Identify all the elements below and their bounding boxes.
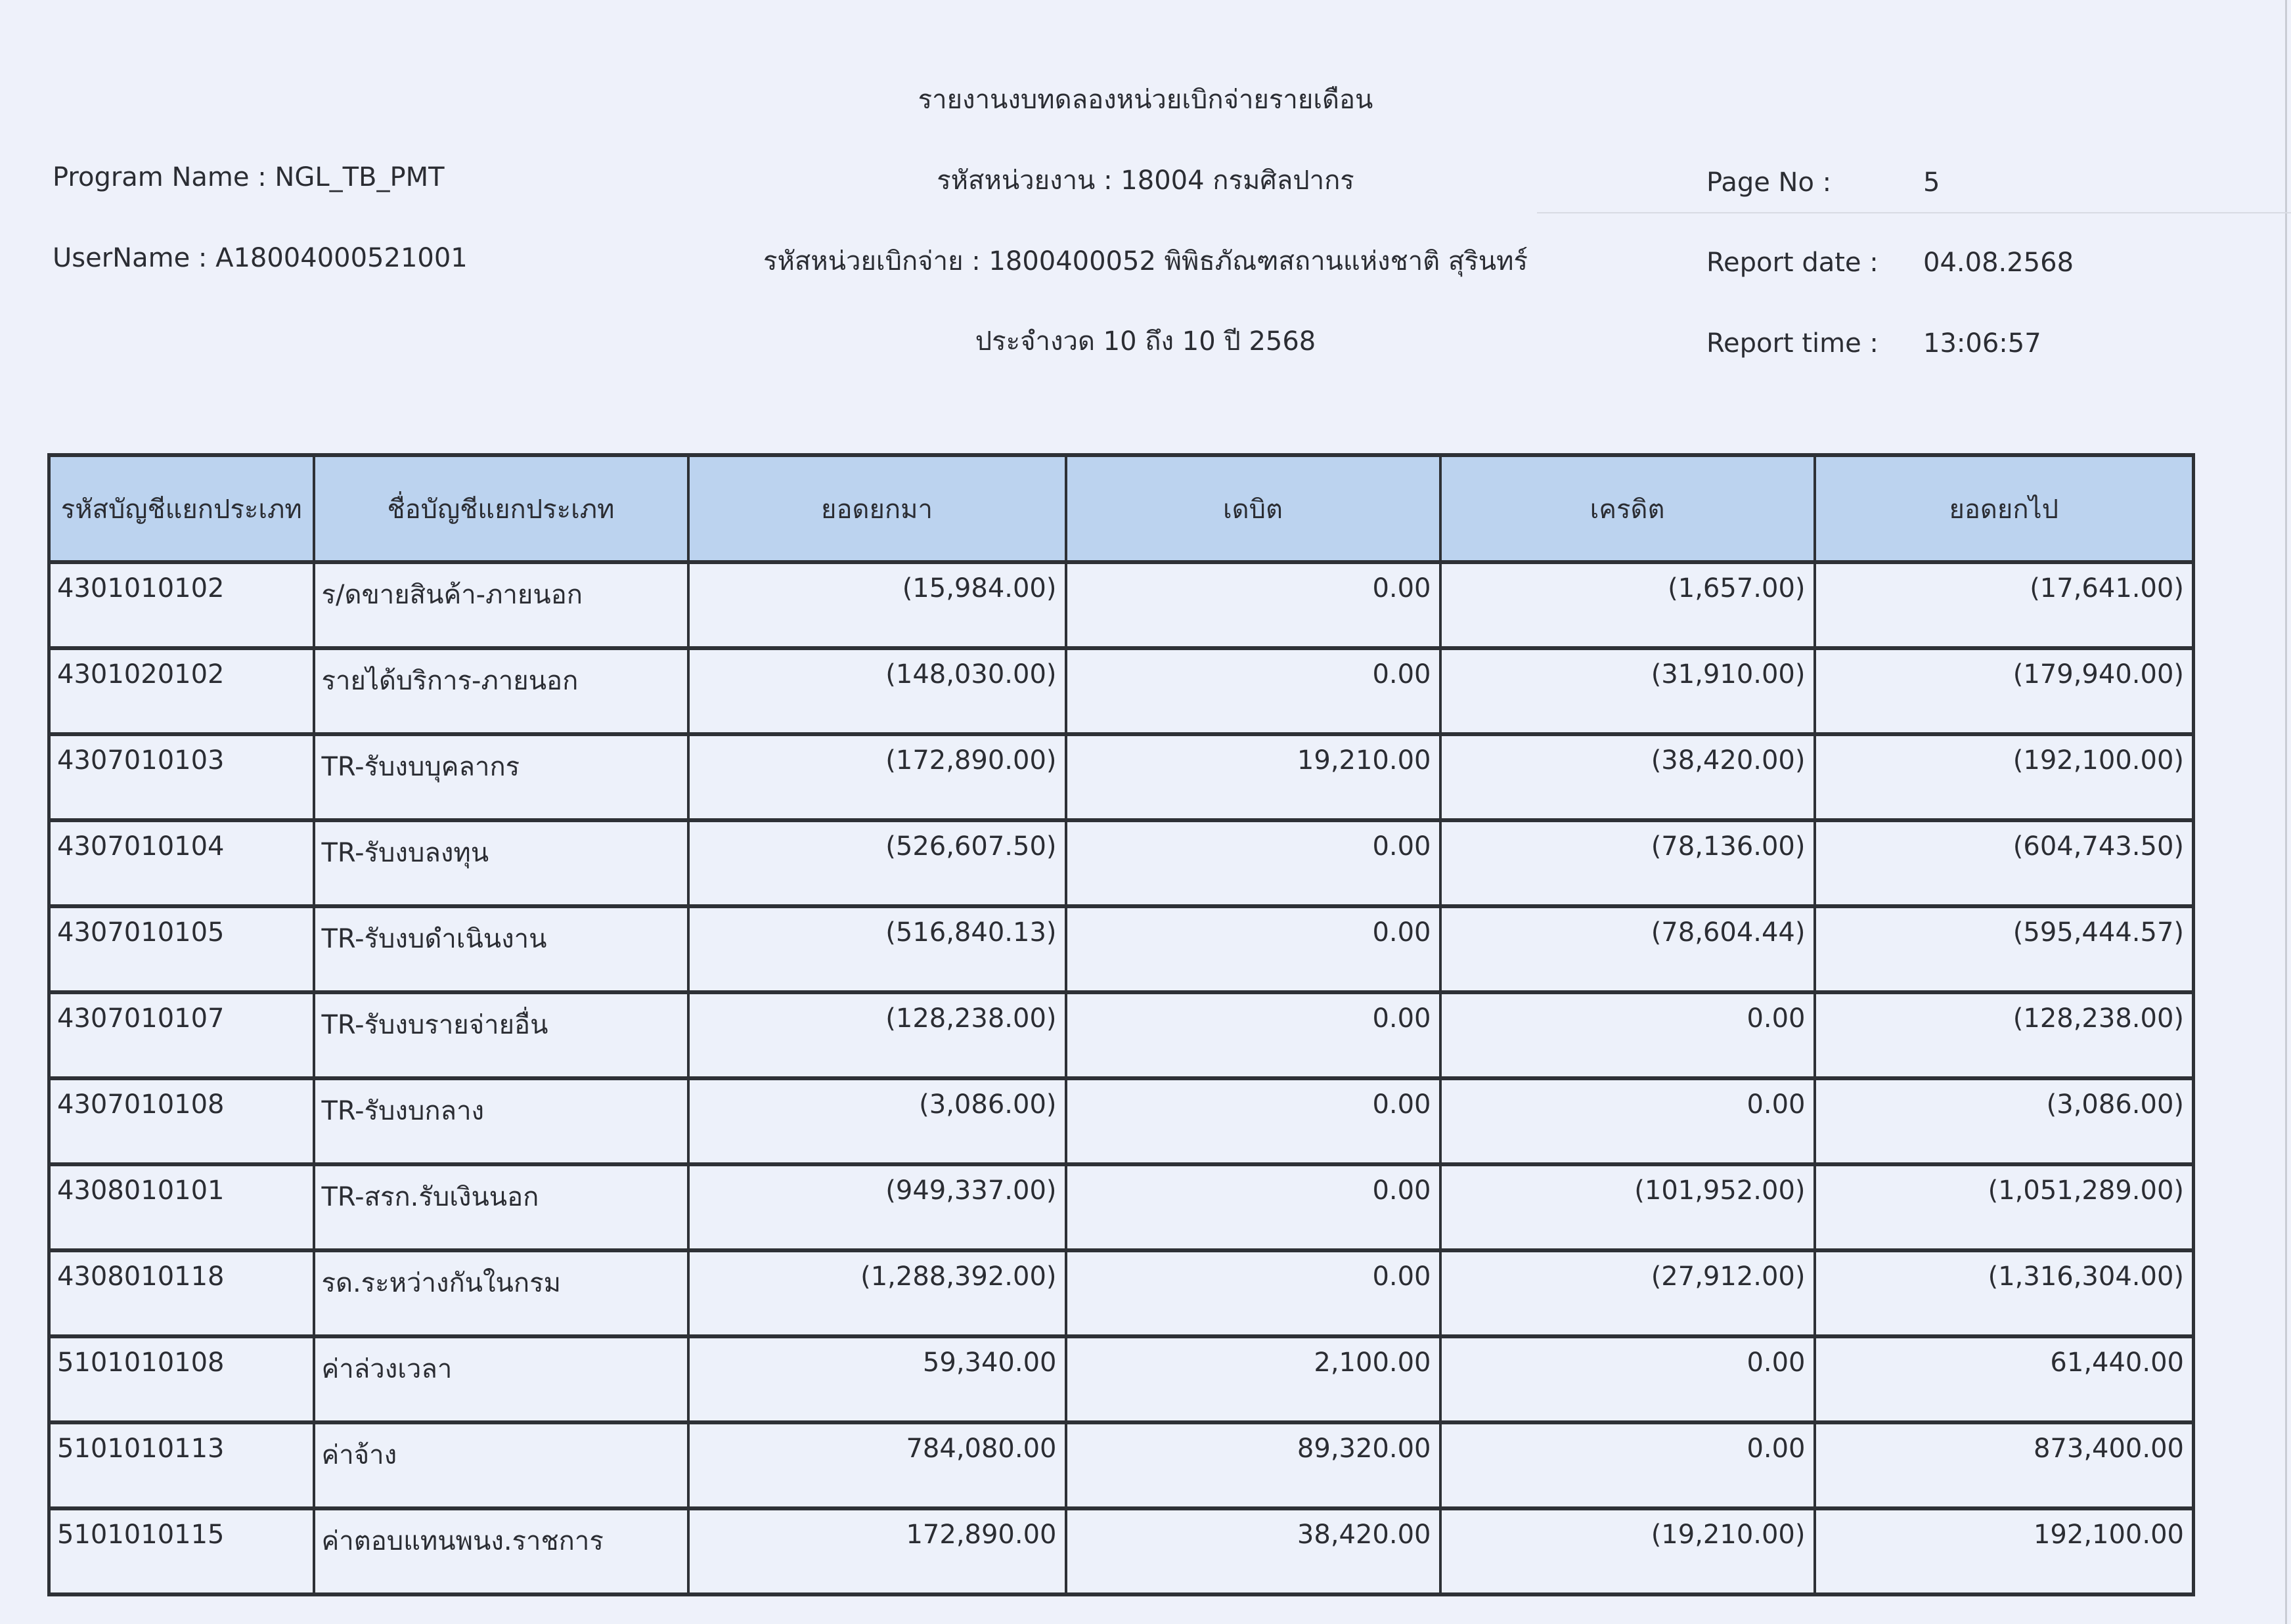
trial-balance-table bbox=[47, 453, 2195, 1596]
closing-balance-cell: 61,440.00 bbox=[1815, 1336, 2194, 1422]
opening-balance-cell: 172,890.00 bbox=[688, 1508, 1066, 1594]
account-code-cell: 4301020102 bbox=[49, 648, 314, 734]
credit-cell: (101,952.00) bbox=[1440, 1164, 1815, 1250]
closing-balance-cell: (1,316,304.00) bbox=[1815, 1250, 2194, 1336]
scan-artifact-line bbox=[1537, 212, 2291, 213]
credit-cell: (31,910.00) bbox=[1440, 648, 1815, 734]
account-code-cell: 4307010108 bbox=[49, 1078, 314, 1164]
table-row bbox=[49, 1164, 2194, 1250]
account-name-cell: TR-รับงบดำเนินงาน bbox=[314, 906, 688, 992]
closing-balance-cell: 192,100.00 bbox=[1815, 1508, 2194, 1594]
credit-cell: (78,604.44) bbox=[1440, 906, 1815, 992]
debit-cell: 0.00 bbox=[1066, 648, 1440, 734]
page-no-value: 5 bbox=[1923, 167, 1940, 198]
table-row bbox=[49, 1078, 2194, 1164]
account-name-cell: ค่าจ้าง bbox=[314, 1422, 688, 1508]
debit-cell: 89,320.00 bbox=[1066, 1422, 1440, 1508]
debit-cell: 38,420.00 bbox=[1066, 1508, 1440, 1594]
opening-balance-cell: 59,340.00 bbox=[688, 1336, 1066, 1422]
credit-cell: (1,657.00) bbox=[1440, 562, 1815, 648]
program-name: Program Name : NGL_TB_PMT bbox=[53, 162, 445, 192]
table-header-row bbox=[49, 455, 2194, 562]
account-name-cell: รด.ระหว่างกันในกรม bbox=[314, 1250, 688, 1336]
report-time-value: 13:06:57 bbox=[1923, 328, 2041, 359]
table-row bbox=[49, 1422, 2194, 1508]
account-name-cell: TR-สรก.รับเงินนอก bbox=[314, 1164, 688, 1250]
debit-cell: 0.00 bbox=[1066, 1164, 1440, 1250]
column-header-debit: เดบิต bbox=[1066, 455, 1440, 562]
user-name: UserName : A18004000521001 bbox=[53, 243, 468, 273]
table-row bbox=[49, 562, 2194, 648]
account-code-cell: 4308010118 bbox=[49, 1250, 314, 1336]
debit-cell: 0.00 bbox=[1066, 906, 1440, 992]
credit-cell: 0.00 bbox=[1440, 992, 1815, 1078]
opening-balance-cell: (148,030.00) bbox=[688, 648, 1066, 734]
debit-cell: 0.00 bbox=[1066, 562, 1440, 648]
credit-cell: 0.00 bbox=[1440, 1078, 1815, 1164]
report-time-label: Report time : bbox=[1706, 328, 1879, 359]
closing-balance-cell: (595,444.57) bbox=[1815, 906, 2194, 992]
opening-balance-cell: (1,288,392.00) bbox=[688, 1250, 1066, 1336]
period-line: ประจำงวด 10 ถึง 10 ปี 2568 bbox=[975, 326, 1316, 357]
credit-cell: (38,420.00) bbox=[1440, 734, 1815, 820]
report-date-label: Report date : bbox=[1706, 248, 1879, 278]
column-header-opening-balance: ยอดยกมา bbox=[688, 455, 1066, 562]
account-code-cell: 5101010108 bbox=[49, 1336, 314, 1422]
closing-balance-cell: 873,400.00 bbox=[1815, 1422, 2194, 1508]
table-row bbox=[49, 1508, 2194, 1594]
account-name-cell: TR-รับงบลงทุน bbox=[314, 820, 688, 906]
credit-cell: 0.00 bbox=[1440, 1336, 1815, 1422]
account-name-cell: TR-รับงบบุคลากร bbox=[314, 734, 688, 820]
column-header-account-code: รหัสบัญชีแยกประเภท bbox=[49, 455, 314, 562]
closing-balance-cell: (179,940.00) bbox=[1815, 648, 2194, 734]
account-code-cell: 4307010104 bbox=[49, 820, 314, 906]
account-name-cell: ค่าล่วงเวลา bbox=[314, 1336, 688, 1422]
opening-balance-cell: (172,890.00) bbox=[688, 734, 1066, 820]
account-code-cell: 5101010113 bbox=[49, 1422, 314, 1508]
closing-balance-cell: (3,086.00) bbox=[1815, 1078, 2194, 1164]
table-row bbox=[49, 992, 2194, 1078]
table-row bbox=[49, 820, 2194, 906]
opening-balance-cell: (15,984.00) bbox=[688, 562, 1066, 648]
opening-balance-cell: (128,238.00) bbox=[688, 992, 1066, 1078]
account-code-cell: 4301010102 bbox=[49, 562, 314, 648]
opening-balance-cell: (516,840.13) bbox=[688, 906, 1066, 992]
opening-balance-cell: 784,080.00 bbox=[688, 1422, 1066, 1508]
column-header-account-name: ชื่อบัญชีแยกประเภท bbox=[314, 455, 688, 562]
closing-balance-cell: (128,238.00) bbox=[1815, 992, 2194, 1078]
opening-balance-cell: (949,337.00) bbox=[688, 1164, 1066, 1250]
page-no-label: Page No : bbox=[1706, 167, 1832, 198]
account-code-cell: 4307010103 bbox=[49, 734, 314, 820]
agency-line: รหัสหน่วยงาน : 18004 กรมศิลปากร bbox=[937, 165, 1354, 196]
account-name-cell: TR-รับงบกลาง bbox=[314, 1078, 688, 1164]
account-code-cell: 4308010101 bbox=[49, 1164, 314, 1250]
report-title: รายงานงบทดลองหน่วยเบิกจ่ายรายเดือน bbox=[918, 85, 1373, 115]
account-name-cell: รายได้บริการ-ภายนอก bbox=[314, 648, 688, 734]
account-name-cell: TR-รับงบรายจ่ายอื่น bbox=[314, 992, 688, 1078]
opening-balance-cell: (526,607.50) bbox=[688, 820, 1066, 906]
opening-balance-cell: (3,086.00) bbox=[688, 1078, 1066, 1164]
credit-cell: (19,210.00) bbox=[1440, 1508, 1815, 1594]
table-row bbox=[49, 1250, 2194, 1336]
credit-cell: (78,136.00) bbox=[1440, 820, 1815, 906]
closing-balance-cell: (17,641.00) bbox=[1815, 562, 2194, 648]
debit-cell: 19,210.00 bbox=[1066, 734, 1440, 820]
debit-cell: 2,100.00 bbox=[1066, 1336, 1440, 1422]
credit-cell: (27,912.00) bbox=[1440, 1250, 1815, 1336]
table-row bbox=[49, 734, 2194, 820]
table-row bbox=[49, 648, 2194, 734]
debit-cell: 0.00 bbox=[1066, 820, 1440, 906]
closing-balance-cell: (192,100.00) bbox=[1815, 734, 2194, 820]
account-code-cell: 4307010107 bbox=[49, 992, 314, 1078]
closing-balance-cell: (1,051,289.00) bbox=[1815, 1164, 2194, 1250]
table-row bbox=[49, 1336, 2194, 1422]
account-code-cell: 5101010115 bbox=[49, 1508, 314, 1594]
account-name-cell: ค่าตอบแทนพนง.ราชการ bbox=[314, 1508, 688, 1594]
column-header-closing-balance: ยอดยกไป bbox=[1815, 455, 2194, 562]
disbursing-unit-line: รหัสหน่วยเบิกจ่าย : 1800400052 พิพิธภัณฑสถานแห่งชาติ สุรินทร์ bbox=[763, 246, 1528, 276]
table-row bbox=[49, 906, 2194, 992]
debit-cell: 0.00 bbox=[1066, 992, 1440, 1078]
credit-cell: 0.00 bbox=[1440, 1422, 1815, 1508]
account-code-cell: 4307010105 bbox=[49, 906, 314, 992]
column-header-credit: เครดิต bbox=[1440, 455, 1815, 562]
account-name-cell: ร/ดขายสินค้า-ภายนอก bbox=[314, 562, 688, 648]
closing-balance-cell: (604,743.50) bbox=[1815, 820, 2194, 906]
debit-cell: 0.00 bbox=[1066, 1250, 1440, 1336]
debit-cell: 0.00 bbox=[1066, 1078, 1440, 1164]
report-date-value: 04.08.2568 bbox=[1923, 248, 2074, 278]
